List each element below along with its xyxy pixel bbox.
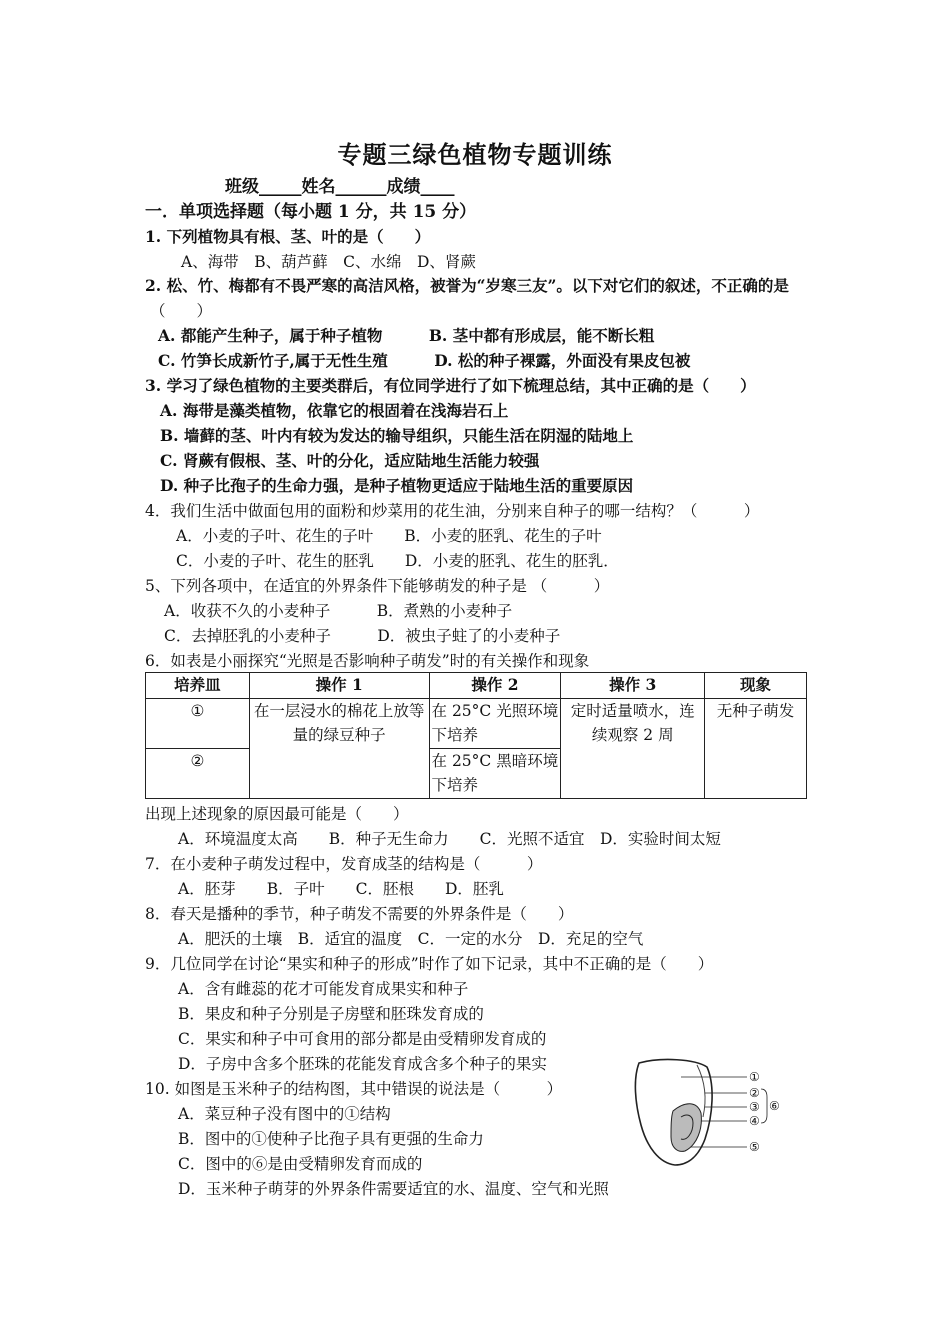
label-2: ② xyxy=(749,1086,760,1100)
q1-options: A、海带 B、葫芦藓 C、水绵 D、肾蕨 xyxy=(181,253,476,271)
q5-options-cd: C．去掉胚乳的小麦种子 D．被虫子蛀了的小麦种子 xyxy=(164,627,561,645)
student-info-line: 班级_____姓名______成绩____ xyxy=(225,177,455,197)
q6-stem: 6．如表是小丽探究“光照是否影响种子萌发”时的有关操作和现象 xyxy=(145,652,590,670)
page-title: 专题三绿色植物专题训练 xyxy=(337,140,613,169)
q2-options-cd: C. 竹笋长成新竹子,属于无性生殖 D. 松的种子裸露，外面没有果皮包被 xyxy=(158,351,691,370)
q7-stem: 7．在小麦种子萌发过程中，发育成茎的结构是（ ） xyxy=(145,855,543,873)
dish-2-cell: ② xyxy=(146,749,250,799)
q6-followup: 出现上述现象的原因最可能是（ ） xyxy=(145,805,409,823)
table-row xyxy=(146,699,807,749)
q2-options-ab: A. 都能产生种子，属于种子植物 B. 茎中都有形成层，能不断长粗 xyxy=(158,326,655,345)
section-heading: 一．单项选择题（每小题 1 分，共 15 分） xyxy=(145,202,477,222)
embryo-shape xyxy=(671,1104,701,1152)
q9-option-b: B．果皮和种子分别是子房壁和胚珠发育成的 xyxy=(178,1005,484,1023)
q2-paren: （ ） xyxy=(150,302,213,320)
table-header-cell: 培养皿 xyxy=(146,673,250,699)
q3-option-b: B. 墙藓的茎、叶内有较为发达的输导组织，只能生活在阴湿的陆地上 xyxy=(160,426,634,445)
table-header-cell: 操作 3 xyxy=(561,673,705,699)
table-header-row xyxy=(146,673,807,699)
q4-options-ab: A．小麦的子叶、花生的子叶 B．小麦的胚乳、花生的子叶 xyxy=(176,527,602,545)
q1-stem: 1. 下列植物具有根、茎、叶的是（ ） xyxy=(145,227,431,246)
q7-options: A．胚芽 B．子叶 C．胚根 D．胚乳 xyxy=(178,880,504,898)
q9-option-a: A．含有雌蕊的花才可能发育成果实和种子 xyxy=(178,980,469,998)
q9-option-d: D．子房中含多个胚珠的花能发育成含多个种子的果实 xyxy=(178,1055,547,1073)
label-5: ⑤ xyxy=(749,1140,760,1154)
label-4: ④ xyxy=(749,1114,760,1128)
label-6: ⑥ xyxy=(769,1099,780,1113)
q5-options-ab: A．收获不久的小麦种子 B．煮熟的小麦种子 xyxy=(164,602,513,620)
table-header-cell: 操作 2 xyxy=(429,673,561,699)
q6-options: A．环境温度太高 B．种子无生命力 C．光照不适宜 D．实验时间太短 xyxy=(178,830,721,848)
operation-3-cell: 定时适量喷水，连续观察 2 周 xyxy=(561,699,705,799)
table-header-cell: 操作 1 xyxy=(249,673,429,699)
operation-2-light-cell: 在 25°C 光照环境下培养 xyxy=(429,699,561,749)
q3-option-d: D. 种子比孢子的生命力强，是种子植物更适应于陆地生活的重要原因 xyxy=(160,476,634,495)
q4-options-cd: C．小麦的子叶、花生的胚乳 D．小麦的胚乳、花生的胚乳． xyxy=(176,552,619,570)
dish-1-cell: ① xyxy=(146,699,250,749)
result-cell: 无种子萌发 xyxy=(705,699,807,799)
table-header-cell: 现象 xyxy=(705,673,807,699)
q9-option-c: C．果实和种子中可食用的部分都是由受精卵发育成的 xyxy=(178,1030,547,1048)
q10-option-b: B．图中的①使种子比孢子具有更强的生命力 xyxy=(178,1130,484,1148)
experiment-table xyxy=(145,672,807,799)
q3-option-a: A. 海带是藻类植物，依靠它的根固着在浅海岩石上 xyxy=(160,401,509,420)
q9-stem: 9．几位同学在讨论“果实和种子的形成”时作了如下记录，其中不正确的是（ ） xyxy=(145,955,714,973)
q10-option-a: A．菜豆种子没有图中的①结构 xyxy=(178,1105,391,1123)
q4-stem: 4．我们生活中做面包用的面粉和炒菜用的花生油，分别来自种子的哪一结构？（ ） xyxy=(145,502,760,520)
q8-options: A．肥沃的土壤 B．适宜的温度 C．一定的水分 D．充足的空气 xyxy=(178,930,644,948)
label-1: ① xyxy=(749,1070,760,1084)
operation-2-dark-cell: 在 25°C 黑暗环境下培养 xyxy=(429,749,561,799)
q10-stem: 10. 如图是玉米种子的结构图，其中错误的说法是（ ） xyxy=(145,1080,563,1098)
q8-stem: 8．春天是播种的季节，种子萌发不需要的外界条件是（ ） xyxy=(145,905,574,923)
label-3: ③ xyxy=(749,1100,760,1114)
q5-stem: 5、下列各项中，在适宜的外界条件下能够萌发的种子是 （ ） xyxy=(145,577,610,595)
q2-stem: 2. 松、竹、梅都有不畏严寒的高洁风格，被誉为“岁寒三友”。以下对它们的叙述，不正确的是 xyxy=(145,276,789,295)
q3-stem: 3. 学习了绿色植物的主要类群后，有位同学进行了如下梳理总结，其中正确的是（ ） xyxy=(145,376,756,395)
corn-seed-diagram xyxy=(625,1055,780,1170)
q3-option-c: C. 肾蕨有假根、茎、叶的分化，适应陆地生活能力较强 xyxy=(160,451,540,470)
q10-option-d: D．玉米种子萌芽的外界条件需要适宜的水、温度、空气和光照 xyxy=(178,1180,609,1198)
operation-1-cell: 在一层浸水的棉花上放等量的绿豆种子 xyxy=(249,699,429,799)
q10-option-c: C．图中的⑥是由受精卵发育而成的 xyxy=(178,1155,423,1173)
